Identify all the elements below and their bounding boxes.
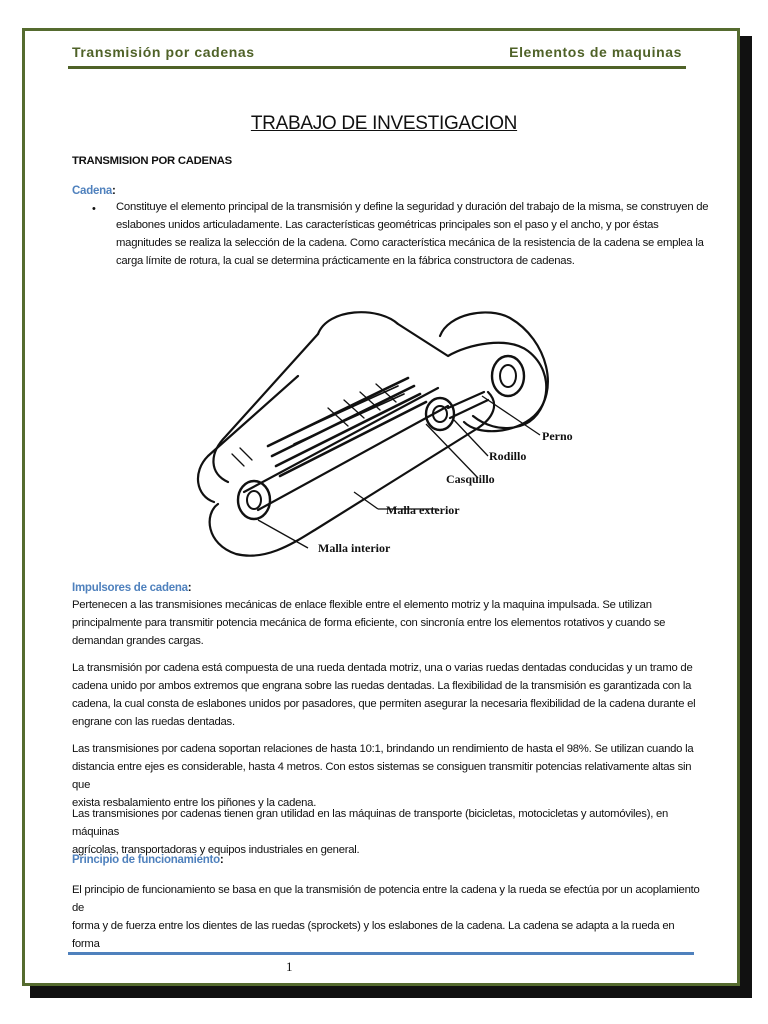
- header-left-title: Transmisión por cadenas: [72, 44, 255, 60]
- label-malla-exterior: Malla exterior: [386, 503, 460, 517]
- header-divider: [68, 66, 686, 69]
- pin-hole-right: [492, 356, 524, 396]
- paragraph-line: carga límite de rotura, la cual se determina prácticamente en la fábrica constructora de cadenas.: [116, 255, 575, 267]
- paragraph-line: eslabones unidos articuladamente. Las características geométricas principales son el paso y el ancho, y por éstas: [116, 219, 659, 231]
- paragraph-line: cadena, la cual consta de eslabones unidos por pasadores, que permiten asegurar la necesaria flexibilidad de la cadena durante el: [72, 698, 696, 710]
- paragraph-line: Pertenecen a las transmisiones mecánicas de enlace flexible entre el elemento motriz y la maquina impulsada. Se utilizan: [72, 599, 652, 611]
- section-title: TRANSMISION POR CADENAS: [72, 155, 232, 167]
- impulsores-paragraph-3: [72, 740, 702, 812]
- paragraph-line: distancia entre ejes es considerable, hasta 4 metros. Con estos sistemas se consiguen transmitir potencias relativamente altas sin que: [72, 761, 692, 791]
- page-header: [72, 44, 682, 64]
- page-number: 1: [286, 959, 293, 974]
- impulsores-heading-text: Impulsores de cadena: [72, 582, 188, 594]
- cadena-heading: [72, 182, 116, 200]
- label-malla-interior: Malla interior: [318, 541, 391, 555]
- impulsores-heading-colon: :: [187, 582, 192, 594]
- impulsores-paragraph-2: [72, 659, 702, 731]
- inner-plate-back: [318, 312, 546, 428]
- paragraph-line: engrane con las ruedas dentadas.: [72, 716, 235, 728]
- roller: [426, 398, 454, 430]
- header-right-title: Elementos de maquinas: [509, 44, 682, 60]
- bullet-icon: •: [92, 203, 96, 215]
- paragraph-line: exista resbalamiento entre los piñones y la cadena.: [72, 797, 317, 809]
- paragraph-line: cadena unido por ambos extremos que engrana sobre las ruedas dentadas. La flexibilidad de la transmisión es garantizada con la: [72, 680, 692, 692]
- document-title: TRABAJO DE INVESTIGACION: [250, 113, 518, 134]
- outer-plate-right: [440, 312, 548, 431]
- principio-heading: [72, 851, 223, 869]
- paragraph-line: agrícolas, transportadoras y equipos industriales en general.: [72, 844, 360, 856]
- paragraph-line: Constituye el elemento principal de la transmisión y define la seguridad y duración del trabajo de la misma, se construyen de: [116, 201, 709, 213]
- label-perno: Perno: [542, 429, 573, 443]
- paragraph-line: La transmisión por cadena está compuesta de una rueda dentada motriz, una o varias ruedas dentadas conducidas y un tramo de: [72, 662, 693, 674]
- paragraph-line: Las transmisiones por cadenas tienen gran utilidad en las máquinas de transporte (bicicletas, motocicletas y automóviles), en máquinas: [72, 808, 669, 838]
- impulsores-paragraph-1: [72, 596, 702, 650]
- principio-heading-text: Principio de funcionamiento: [72, 854, 220, 866]
- cadena-paragraph: [116, 198, 716, 270]
- label-casquillo: Casquillo: [446, 472, 495, 486]
- paragraph-line: forma y de fuerza entre los dientes de las ruedas (sprockets) y los eslabones de la cadena. La cadena se adapta a la rueda en forma: [72, 920, 675, 950]
- paragraph-line: El principio de funcionamiento se basa en que la transmisión de potencia entre la cadena y la rueda se efectúa por un acoplamiento de: [72, 884, 700, 914]
- principio-paragraph-1: [72, 881, 702, 953]
- paragraph-line: Las transmisiones por cadena soportan relaciones de hasta 10:1, brindando un rendimiento de hasta el 98%. Se utilizan cuando la: [72, 743, 694, 755]
- paragraph-line: demandan grandes cargas.: [72, 635, 204, 647]
- label-rodillo: Rodillo: [489, 449, 527, 463]
- cadena-heading-colon: :: [112, 185, 116, 197]
- roller-chain-diagram: [148, 296, 588, 562]
- paragraph-line: magnitudes se realiza la selección de la cadena. Como característica mecánica de la resistencia de la cadena se emplea la: [116, 237, 704, 249]
- footer-divider: [68, 952, 694, 955]
- principio-heading-colon: :: [219, 854, 224, 866]
- cadena-heading-text: Cadena: [72, 185, 113, 197]
- impulsores-heading: [72, 579, 191, 597]
- paragraph-line: principalmente para transmitir potencia mecánica de forma eficiente, con sincronía entre los elementos rotativos y cuando se: [72, 617, 666, 629]
